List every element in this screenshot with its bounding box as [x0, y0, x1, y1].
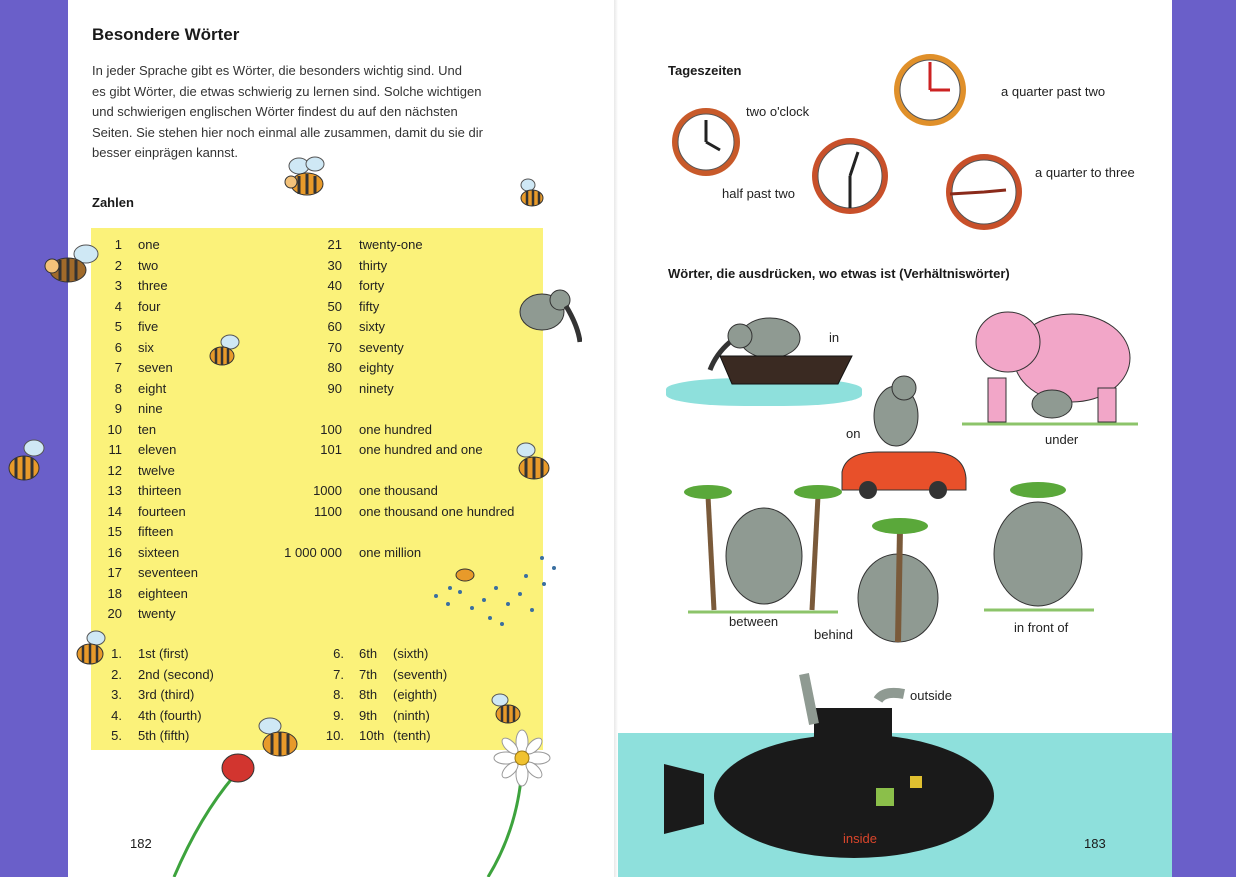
- ordinal-number: 4.: [111, 707, 122, 723]
- number-digit: 100: [320, 421, 342, 437]
- clock-icon: [926, 150, 1030, 236]
- number-word: one thousand one hundred: [359, 503, 515, 519]
- number-word: seventeen: [138, 565, 198, 580]
- number-digit: 4: [114, 298, 122, 314]
- elephant-behind-palm-icon: [848, 512, 948, 648]
- number-word: five: [138, 319, 159, 334]
- number-word: eight: [138, 380, 167, 396]
- number-word: seventy: [359, 339, 404, 355]
- number-digit: 3: [114, 278, 122, 293]
- number-digit: 16: [107, 544, 122, 560]
- number-word: four: [138, 298, 161, 314]
- bee-swarm-icon: [426, 548, 562, 640]
- number-digit: 10: [107, 421, 122, 437]
- numbers-heading: Zahlen: [92, 195, 134, 210]
- number-word: six: [138, 339, 154, 355]
- ordinal-abbrev: 7th: [359, 666, 378, 682]
- number-digit: 13: [107, 483, 122, 498]
- bee-icon: [200, 332, 246, 374]
- bee-icon: [38, 240, 104, 292]
- clock-icon: [808, 130, 894, 226]
- number-digit: 2: [114, 257, 122, 273]
- number-word: one hundred and one: [359, 442, 483, 457]
- clock-icon: [888, 48, 978, 130]
- intro-line: und schwierigen englischen Wörter findest du auf den nächsten: [92, 104, 458, 119]
- number-digit: 12: [107, 462, 122, 478]
- ordinal-word: 4th (fourth): [138, 707, 202, 723]
- ordinal-number: 5.: [111, 728, 122, 743]
- label-outside: outside: [910, 688, 952, 703]
- number-word: ninety: [359, 380, 394, 396]
- ordinal-number: 1.: [111, 646, 122, 661]
- number-word: one: [138, 237, 160, 252]
- label-in: in: [829, 330, 840, 345]
- number-digit: 60: [327, 319, 342, 334]
- submarine-icon: [664, 664, 1004, 864]
- number-word: fourteen: [138, 503, 186, 519]
- ordinal-word: 5th (fifth): [138, 728, 190, 743]
- number-digit: 14: [107, 503, 122, 519]
- number-digit: 7: [114, 360, 122, 375]
- number-digit: 30: [327, 257, 342, 273]
- number-digit: 50: [327, 298, 342, 314]
- ordinal-abbrev: 9th: [359, 707, 378, 723]
- number-word: twenty: [138, 606, 176, 621]
- number-word: thirty: [359, 257, 388, 273]
- ordinal-word: 1st (first): [138, 646, 189, 661]
- page-title: Besondere Wörter: [92, 25, 240, 44]
- number-digit: 1 000 000: [284, 544, 342, 560]
- elephant-icon: [512, 282, 582, 348]
- ordinal-number: 6.: [333, 646, 344, 661]
- elephant-in-front-of-palm-icon: [984, 472, 1094, 614]
- ordinal-abbrev: 6th: [359, 646, 378, 661]
- ordinal-number: 7.: [333, 666, 344, 682]
- elephant-between-palms-icon: [678, 476, 846, 614]
- ordinal-number: 9.: [333, 707, 344, 723]
- number-word: forty: [359, 278, 385, 293]
- label-quarter-to-three: a quarter to three: [1035, 165, 1135, 180]
- prepositions-heading: Wörter, die ausdrücken, wo etwas ist (Verhältniswörter): [668, 266, 1010, 281]
- bee-icon: [0, 436, 52, 492]
- ordinal-abbrev: 10th: [359, 728, 385, 743]
- right-page-border: [1172, 0, 1236, 877]
- ordinal-number: 10.: [325, 728, 344, 743]
- pink-elephant-icon: [962, 298, 1138, 426]
- ordinal-word: 2nd (second): [138, 666, 214, 682]
- label-between: between: [729, 614, 779, 629]
- number-word: nine: [138, 401, 163, 416]
- number-digit: 5: [114, 319, 122, 334]
- bee-icon: [512, 176, 552, 212]
- number-digit: 8: [114, 380, 122, 396]
- ordinal-word: 3rd (third): [138, 687, 195, 702]
- intro-line: In jeder Sprache gibt es Wörter, die besonders wichtig sind. Und: [92, 63, 462, 78]
- intro-paragraph: [92, 61, 544, 164]
- number-word: one hundred: [359, 421, 433, 437]
- number-word: eighteen: [138, 585, 188, 601]
- number-word: seven: [138, 360, 173, 375]
- label-behind: behind: [814, 627, 854, 642]
- ordinal-word: (eighth): [393, 687, 438, 702]
- ordinal-number: 8.: [333, 687, 344, 702]
- number-digit: 20: [107, 606, 122, 621]
- number-digit: 80: [327, 360, 342, 375]
- ordinal-word: (tenth): [393, 728, 431, 743]
- number-word: twelve: [138, 462, 175, 478]
- daisy-icon: [468, 728, 554, 877]
- number-digit: 101: [320, 442, 342, 457]
- bee-icon: [70, 628, 114, 672]
- tulip-icon: [160, 746, 270, 877]
- label-inside: inside: [843, 831, 877, 846]
- ordinal-word: (ninth): [393, 707, 430, 723]
- number-digit: 90: [327, 380, 342, 396]
- ordinal-abbrev: 8th: [359, 687, 378, 702]
- bee-icon: [277, 152, 339, 204]
- elephant-in-boat-icon: [700, 310, 860, 394]
- label-half-past-two: half past two: [722, 186, 795, 201]
- number-digit: 17: [107, 565, 122, 580]
- number-word: three: [138, 278, 168, 293]
- label-in-front-of: in front of: [1014, 620, 1069, 635]
- intro-line: besser einprägen kannst.: [92, 145, 238, 160]
- ordinal-word: (seventh): [393, 666, 448, 682]
- label-quarter-past-two: a quarter past two: [1001, 84, 1106, 99]
- number-digit: 15: [107, 524, 122, 539]
- ordinal-number: 2.: [111, 666, 122, 682]
- bee-icon: [508, 440, 560, 488]
- number-word: two: [138, 257, 159, 273]
- number-digit: 21: [327, 237, 342, 252]
- number-digit: 1100: [314, 503, 342, 519]
- page-number-right: 183: [1084, 836, 1106, 851]
- number-digit: 70: [327, 339, 342, 355]
- number-word: ten: [138, 421, 157, 437]
- ordinal-number: 3.: [111, 687, 122, 702]
- intro-line: es gibt Wörter, die etwas schwierig zu lernen sind. Solche wichtigen: [92, 83, 482, 99]
- bee-icon: [486, 690, 528, 730]
- page-number-left: 182: [130, 836, 152, 851]
- number-word: twenty-one: [359, 237, 423, 252]
- number-word: thirteen: [138, 483, 182, 498]
- number-digit: 11: [108, 442, 122, 457]
- label-two-oclock: two o'clock: [746, 104, 810, 119]
- label-under: under: [1045, 432, 1079, 447]
- ordinal-word: (sixth): [393, 646, 429, 661]
- number-word: one million: [359, 544, 422, 560]
- number-digit: 18: [107, 585, 122, 601]
- times-heading: Tageszeiten: [668, 63, 742, 78]
- number-digit: 6: [114, 339, 122, 355]
- label-on: on: [846, 426, 861, 441]
- number-word: sixty: [359, 319, 385, 334]
- number-digit: 40: [327, 278, 342, 293]
- number-word: fifteen: [138, 524, 174, 539]
- number-digit: 1000: [313, 483, 342, 498]
- number-word: eleven: [138, 442, 177, 457]
- number-digit: 1: [114, 237, 122, 252]
- number-digit: 9: [114, 401, 122, 416]
- number-word: one thousand: [359, 483, 438, 498]
- intro-line: Seiten. Sie stehen hier noch einmal alle zusammen, damit du sie dir: [92, 124, 483, 140]
- number-word: eighty: [359, 360, 394, 375]
- clock-icon: [668, 98, 746, 180]
- number-word: fifty: [359, 298, 380, 314]
- number-word: sixteen: [138, 544, 180, 560]
